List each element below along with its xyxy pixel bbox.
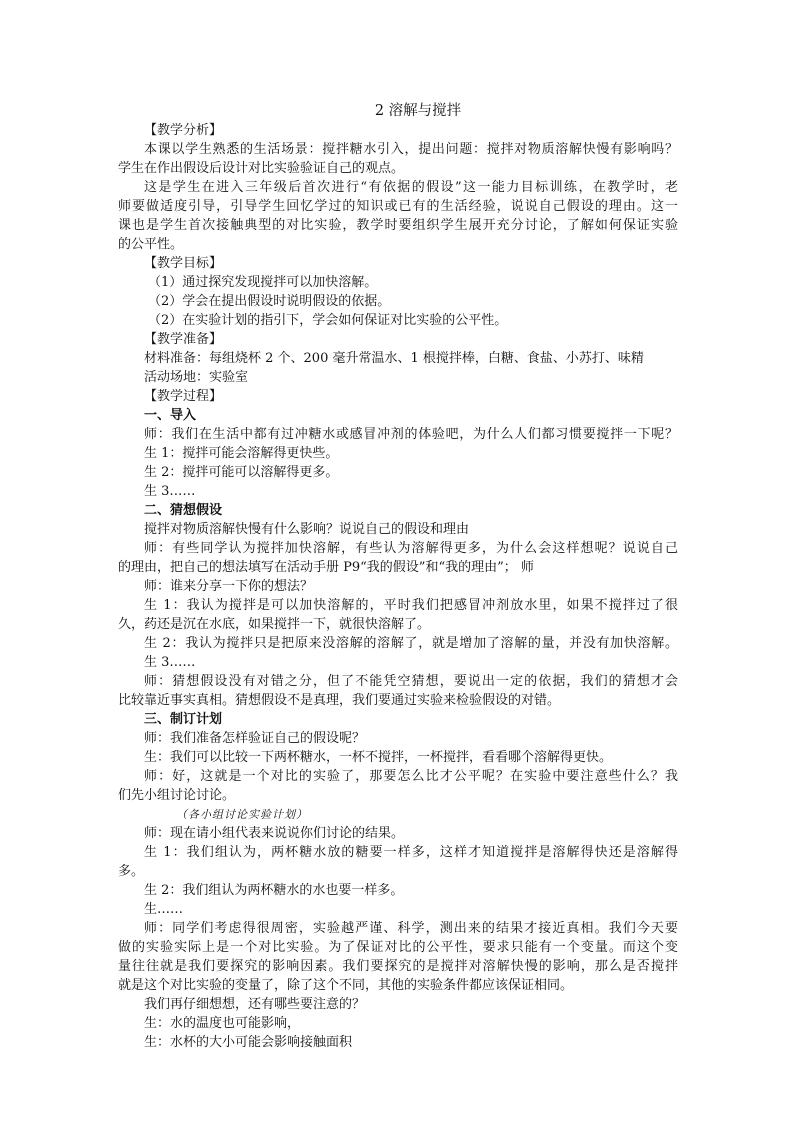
paragraph-line: 师：有些同学认为搅拌加快溶解，有些认为溶解得更多，为什么会这样想呢？说说自己 bbox=[144, 541, 678, 556]
paragraph-line: 材料准备：每组烧杯 2 个、200 毫升常温水、1 根搅拌棒，白糖、食盐、小苏打、味精 bbox=[144, 351, 644, 366]
paragraph-line: 师：现在请小组代表来说说你们讨论的结果。 bbox=[144, 826, 405, 841]
paragraph-line: 的理由，把自己的想法填写在活动手册 P9“我的假设”和“我的理由”； 师 bbox=[118, 560, 534, 575]
section-label: 【教学目标】 bbox=[144, 256, 223, 271]
paragraph-line: 这是学生在进入三年级后首次进行“有依据的假设”这一能力目标训练，在教学时，老 bbox=[144, 180, 678, 195]
paragraph-line: 本课以学生熟悉的生活场景：搅拌糖水引入，提出问题：搅拌对物质溶解快慢有影响吗？ bbox=[144, 142, 678, 157]
section-heading: 三、制订计划 bbox=[144, 712, 223, 727]
paragraph-line: 活动场地：实验室 bbox=[144, 370, 249, 385]
paragraph-line: 做的实验实际上是一个对比实验。为了保证对比的公平性，要求只能有一个变量。而这个变 bbox=[118, 940, 678, 955]
paragraph-line: 们先小组讨论讨论。 bbox=[118, 788, 236, 803]
paragraph-line: 量往往就是我们要探究的影响因素。我们要探究的是搅拌对溶解快慢的影响，那么是否搅拌 bbox=[118, 959, 678, 974]
paragraph-line: 久，药还是沉在水底，如果搅拌一下，就很快溶解了。 bbox=[118, 617, 431, 632]
paragraph-line: 师要做适度引导，引导学生回忆学过的知识或已有的生活经验，说说自己假设的理由。这一 bbox=[118, 199, 678, 214]
section-heading: 二、猜想假设 bbox=[144, 503, 223, 518]
section-label: 【教学过程】 bbox=[144, 389, 223, 404]
paragraph-line: 生 3…… bbox=[144, 484, 196, 499]
paragraph-line: 学生在作出假设后设计对比实验验证自己的观点。 bbox=[118, 161, 405, 176]
paragraph-line: 生：水杯的大小可能会影响接触面积 bbox=[144, 1035, 353, 1050]
paragraph-line: 生 2：我们组认为两杯糖水的水也要一样多。 bbox=[144, 883, 404, 898]
paragraph-line: 我们再仔细想想，还有哪些要注意的？ bbox=[144, 997, 366, 1012]
paragraph-line: 生：我们可以比较一下两杯糖水，一杯不搅拌，一杯搅拌，看看哪个溶解得更快。 bbox=[144, 750, 613, 765]
paragraph-line: 生 2：我认为搅拌只是把原来没溶解的溶解了，就是增加了溶解的量，并没有加快溶解。 bbox=[144, 636, 678, 651]
paragraph-line: 师：我们在生活中都有过冲糖水或感冒冲剂的体验吧，为什么人们都习惯要搅拌一下呢？ bbox=[144, 427, 678, 442]
paragraph-line: 师：好，这就是一个对比的实验了，那要怎么比才公平呢？在实验中要注意些什么？我 bbox=[144, 769, 678, 784]
paragraph-line: 师：我们准备怎样验证自己的假设呢？ bbox=[144, 731, 366, 746]
paragraph-line: （1）通过探究发现搅拌可以加快溶解。 bbox=[148, 275, 378, 290]
document-body bbox=[118, 121, 678, 1052]
paragraph-line: 生 1：我们组认为，两杯糖水放的糖要一样多，这样才知道搅拌是溶解得快还是溶解得 bbox=[144, 845, 678, 860]
document-page bbox=[118, 101, 678, 1052]
paragraph-line: 就是这个对比实验的变量了，除了这个不同，其他的实验条件都应该保证相同。 bbox=[118, 978, 574, 993]
paragraph-line: 的公平性。 bbox=[118, 237, 184, 252]
paragraph-line: 师：谁来分享一下你的想法？ bbox=[144, 579, 314, 594]
paragraph-line: 生 1：我认为搅拌是可以加快溶解的，平时我们把感冒冲剂放水里，如果不搅拌过了很 bbox=[144, 598, 678, 613]
section-label: 【教学准备】 bbox=[144, 332, 223, 347]
paragraph-line: 生 2：搅拌可能可以溶解得更多。 bbox=[144, 465, 339, 480]
paragraph-line: 课也是学生首次接触典型的对比实验，教学时要组织学生展开充分讨论，了解如何保证实验 bbox=[118, 218, 678, 233]
section-label: 【教学分析】 bbox=[144, 123, 223, 138]
section-heading: 一、导入 bbox=[144, 408, 197, 423]
paragraph-line: 生 1：搅拌可能会溶解得更快些。 bbox=[144, 446, 339, 461]
paragraph-line: 师：猜想假设没有对错之分，但了不能凭空猜想，要说出一定的依据，我们的猜想才会 bbox=[144, 674, 678, 689]
paragraph-line: 多。 bbox=[118, 864, 145, 879]
paragraph-line: 比较靠近事实真相。猜想假设不是真理，我们要通过实验来检验假设的对错。 bbox=[118, 693, 561, 708]
document-title: 2 溶解与搅拌 bbox=[374, 103, 462, 119]
handwritten-note: （各小组讨论实验计划） bbox=[176, 808, 308, 821]
paragraph-line: 生…… bbox=[144, 902, 184, 917]
paragraph-line: 搅拌对物质溶解快慢有什么影响？说说自己的假设和理由 bbox=[144, 522, 470, 537]
paragraph-line: （2）学会在提出假设时说明假设的依据。 bbox=[148, 294, 391, 309]
paragraph-line: 师：同学们考虑得很周密，实验越严谨、科学，测出来的结果才接近真相。我们今天要 bbox=[144, 921, 678, 936]
paragraph-line: 生 3…… bbox=[144, 655, 196, 670]
paragraph-line: （2）在实验计划的指引下，学会如何保证对比实验的公平性。 bbox=[148, 313, 508, 328]
paragraph-line: 生：水的温度也可能影响， bbox=[144, 1016, 301, 1031]
